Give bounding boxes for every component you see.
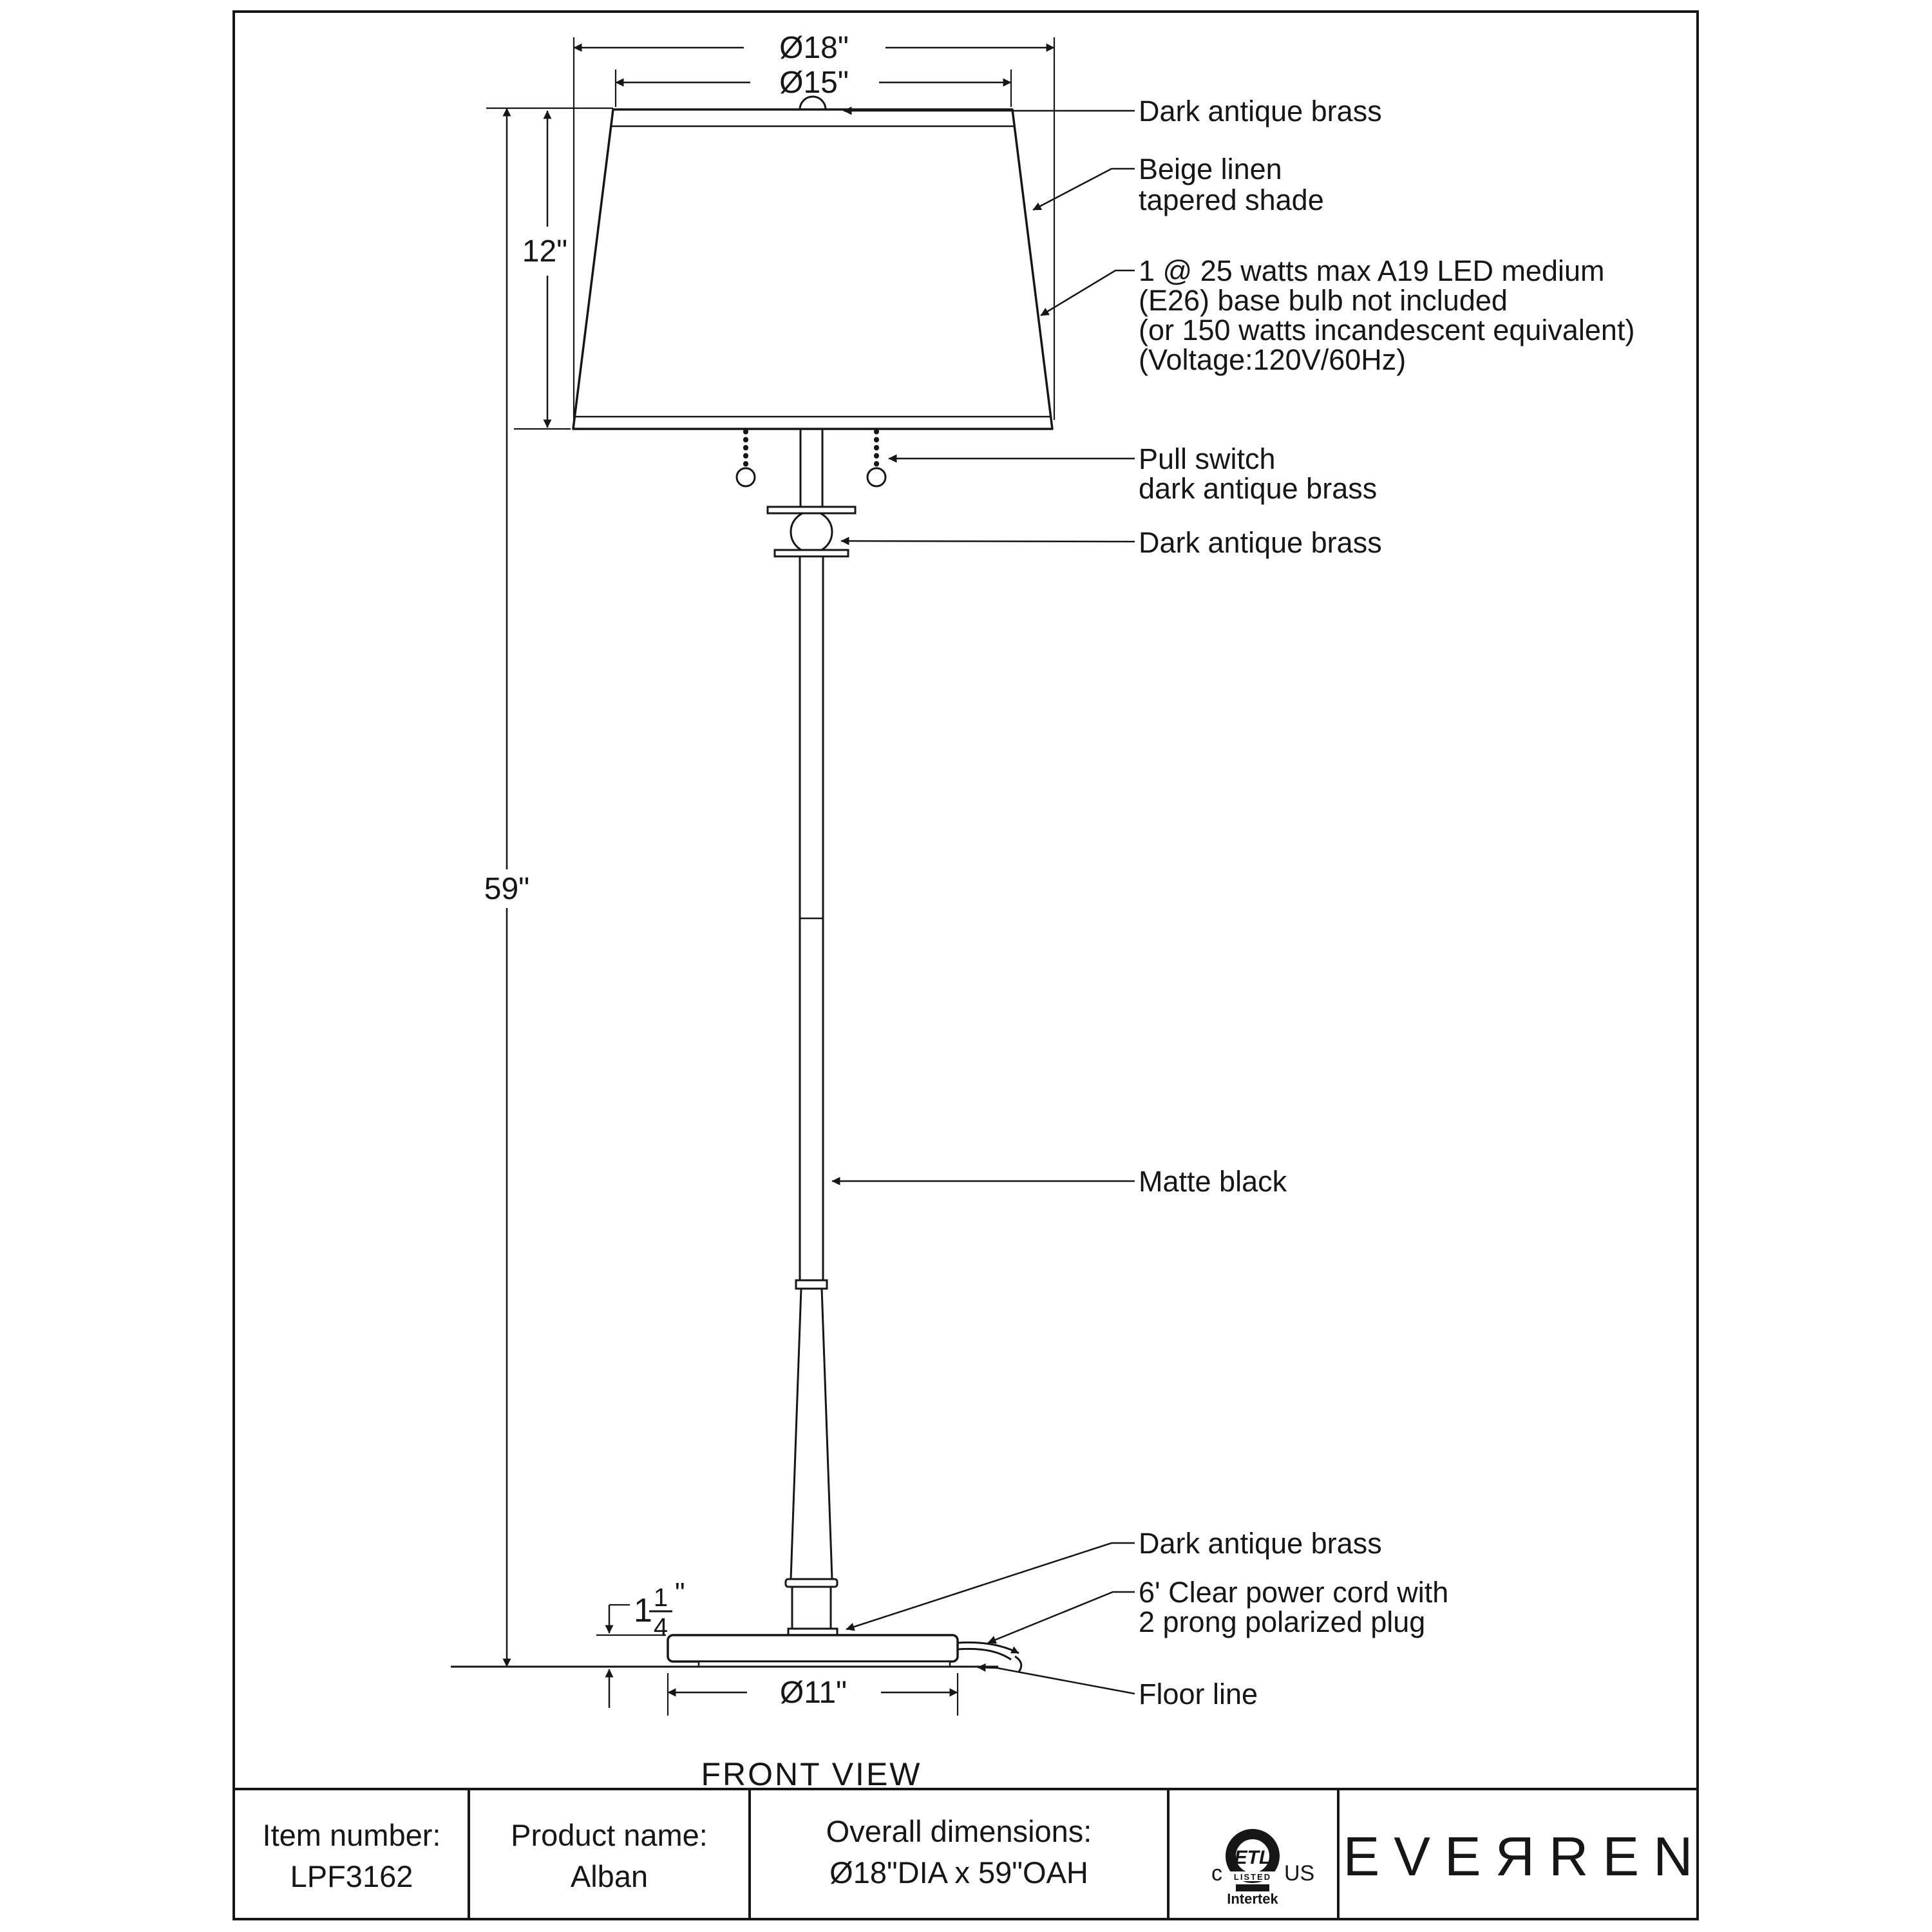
leader-floor xyxy=(978,1667,1135,1694)
pull-chain-left-knob xyxy=(737,468,755,486)
dim-base-height-whole: 1 xyxy=(634,1592,652,1629)
etl-us-mark: US xyxy=(1284,1861,1315,1886)
etl-c-mark: c xyxy=(1211,1861,1222,1886)
etl-monogram: ETL xyxy=(1234,1847,1271,1868)
product-name-label: Product name: xyxy=(511,1818,708,1852)
title-block xyxy=(234,1789,1707,1919)
dim-base-height-denominator: 4 xyxy=(653,1613,668,1642)
leader-neck xyxy=(841,541,1135,542)
item-number-label: Item number: xyxy=(262,1818,441,1852)
callout-floor: Floor line xyxy=(1139,1678,1258,1710)
upper-disc xyxy=(768,507,855,513)
overall-dimensions-value: Ø18"DIA x 59"OAH xyxy=(829,1855,1088,1889)
etl-intertek-text: Intertek xyxy=(1227,1891,1278,1907)
callout-bulb-line4: (Voltage:120V/60Hz) xyxy=(1139,343,1406,376)
power-cord xyxy=(958,1649,1011,1660)
leader-cord xyxy=(988,1592,1135,1643)
callout-bulb-line1: 1 @ 25 watts max A19 LED medium xyxy=(1139,254,1605,287)
callout-bulb-line2: (E26) base bulb not included xyxy=(1139,284,1508,317)
callout-shade-line2: tapered shade xyxy=(1139,184,1324,216)
dim-base-dia: Ø11" xyxy=(779,1676,848,1710)
lower-disc xyxy=(775,550,848,556)
callout-finial: Dark antique brass xyxy=(1139,95,1382,128)
etl-listed-text: LISTED xyxy=(1233,1872,1272,1882)
callout-bulb-line3: (or 150 watts incandescent equivalent) xyxy=(1139,314,1635,346)
taper-left xyxy=(791,1289,801,1579)
leader-base-cap xyxy=(846,1543,1135,1629)
callout-pull-line1: Pull switch xyxy=(1139,442,1276,475)
taper-right xyxy=(822,1289,832,1579)
dim-base-height-numerator: 1 xyxy=(653,1584,668,1612)
dim-base-height-unit: " xyxy=(675,1577,685,1609)
dim-shade-bottom-dia: Ø18" xyxy=(779,31,849,65)
lamp-front-view xyxy=(451,97,1052,1672)
dim-shade-top-dia: Ø15" xyxy=(779,66,849,100)
callout-cord-line2: 2 prong polarized plug xyxy=(1139,1605,1426,1638)
stem-collar xyxy=(796,1280,827,1289)
dim-overall-height: 59" xyxy=(484,872,530,906)
pull-chain-right-knob xyxy=(867,468,886,486)
brass-ball xyxy=(791,511,832,553)
callout-shade-line1: Beige linen xyxy=(1139,153,1282,185)
callout-neck: Dark antique brass xyxy=(1139,526,1382,559)
etl-certification-logo xyxy=(1211,1834,1314,1907)
callout-stem: Matte black xyxy=(1139,1165,1287,1198)
view-label: FRONT VIEW xyxy=(701,1756,922,1792)
brand-logo: EVEЯREN xyxy=(1343,1826,1707,1888)
taper-ring xyxy=(786,1579,837,1587)
lamp-shade xyxy=(573,109,1052,429)
callout-base-cap: Dark antique brass xyxy=(1139,1527,1382,1560)
callout-pull-line2: dark antique brass xyxy=(1139,472,1378,505)
dim-shade-height: 12" xyxy=(522,234,568,269)
lamp-base xyxy=(668,1635,958,1662)
callout-cord-line1: 6' Clear power cord with xyxy=(1139,1576,1449,1609)
leader-shade xyxy=(1033,169,1135,210)
product-name-value: Alban xyxy=(570,1859,649,1893)
overall-dimensions-label: Overall dimensions: xyxy=(826,1814,1092,1848)
power-cord-tail xyxy=(1015,1656,1021,1672)
item-number-value: LPF3162 xyxy=(290,1859,413,1893)
